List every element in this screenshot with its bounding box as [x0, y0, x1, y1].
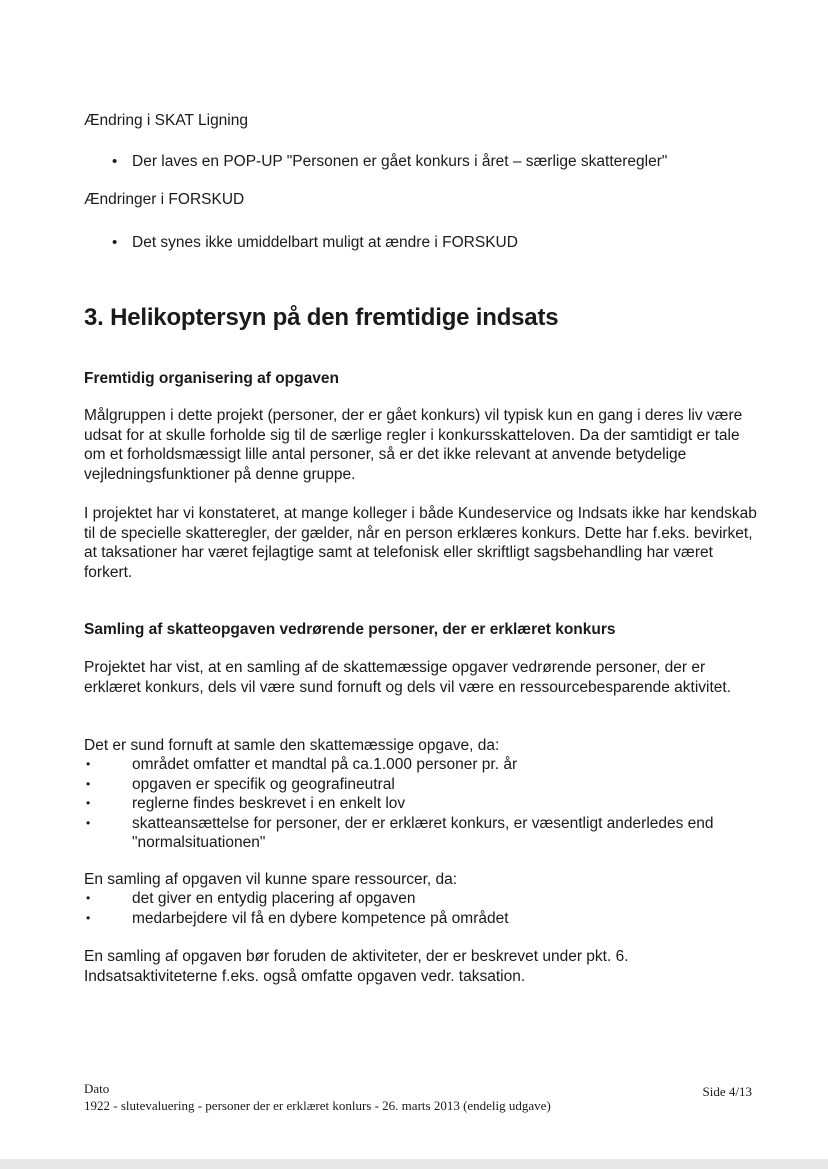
- list-item-text: skatteansættelse for personer, der er erklæret konkurs, er væsentligt anderledes end "normalsituationen": [132, 814, 714, 851]
- list-item: [84, 909, 764, 929]
- list-item: [84, 889, 764, 909]
- scan-bottom-edge: [0, 1159, 828, 1169]
- bullet-dot: •: [112, 153, 118, 170]
- bullet-dot: •: [86, 815, 91, 830]
- footer-page-number: Side 4/13: [702, 1084, 752, 1099]
- list-item-text: medarbejdere vil få en dybere kompetence på området: [132, 909, 509, 927]
- footer-left: [84, 1080, 551, 1114]
- subheading-samling: Samling af skatteopgaven vedrørende personer, der er erklæret konkurs: [84, 621, 616, 638]
- paragraph-maalgruppe: Målgruppen i dette projekt (personer, der er gået konkurs) vil typisk kun en gang i deres liv være udsat for at skulle forholde sig til de særlige regler i konkursskatteloven. Da der samtidigt er tale om et forholdsmæssigt lille antal personer, så er det ikke relevant at anvende betydelige vejledningsfunktioner på denne gruppe.: [84, 407, 743, 483]
- list-item: [84, 775, 764, 795]
- list-item-text: det giver en entydig placering af opgaven: [132, 890, 416, 907]
- list-spare-ressourcer: [84, 889, 764, 928]
- list-item: [84, 794, 764, 814]
- change-label-ligning: Ændring i SKAT Ligning: [84, 112, 248, 129]
- list-item-text: området omfatter et mandtal på ca.1.000 personer pr. år: [132, 756, 518, 773]
- section-title: 3. Helikoptersyn på den fremtidige indsats: [84, 304, 559, 331]
- change-label-forskud: Ændringer i FORSKUD: [84, 191, 245, 208]
- list-item: [84, 755, 764, 775]
- bullet-forskud: [112, 233, 518, 252]
- subheading-organisering: Fremtidig organisering af opgaven: [84, 370, 339, 387]
- bullet-dot: •: [86, 891, 91, 905]
- bullet-dot: •: [86, 776, 91, 791]
- bullet-dot: •: [86, 796, 91, 810]
- bullet-popup: [112, 152, 667, 171]
- bullet-dot: •: [86, 910, 91, 925]
- paragraph-samling-afslutning: En samling af opgaven bør foruden de aktiviteter, der er beskrevet under pkt. 6. Indsatsaktiviteterne f.eks. også omfatte opgaven vedr. taksation.: [84, 948, 629, 985]
- paragraph-projektet: I projektet har vi konstateret, at mange kolleger i både Kundeservice og Indsats ikke har kendskab til de specielle skatteregler, der gælder, når en person erklæres konkurs. Dette har f.eks. bevirket, at taksationer har været fejlagtige samt at telefonisk eller skriftligt sagsbehandling har været forkert.: [84, 505, 757, 581]
- footer-document-line: 1922 - slutevaluering - personer der er erklæret konlurs - 26. marts 2013 (endelig udgave): [84, 1098, 551, 1113]
- bullet-dot: •: [86, 757, 91, 771]
- bullet-forskud-text: Det synes ikke umiddelbart muligt at ændre i FORSKUD: [132, 234, 518, 251]
- list-item-text: reglerne findes beskrevet i en enkelt lov: [132, 795, 406, 812]
- list2-intro: En samling af opgaven vil kunne spare ressourcer, da:: [84, 871, 458, 888]
- footer-date-label: Dato: [84, 1081, 110, 1096]
- bullet-dot: •: [112, 234, 118, 251]
- list-item-text: opgaven er specifik og geografineutral: [132, 775, 395, 793]
- list-sund-fornuft: [84, 755, 764, 853]
- list-item: [84, 814, 764, 853]
- paragraph-projektet-vist: Projektet har vist, at en samling af de skattemæssige opgaver vedrørende personer, der er erklæret konkurs, dels vil være sund fornuft og dels vil være en ressourcebesparende aktivitet.: [84, 659, 731, 696]
- bullet-popup-text: Der laves en POP-UP "Personen er gået konkurs i året – særlige skatteregler": [132, 153, 668, 170]
- list1-intro: Det er sund fornuft at samle den skattemæssige opgave, da:: [84, 737, 500, 754]
